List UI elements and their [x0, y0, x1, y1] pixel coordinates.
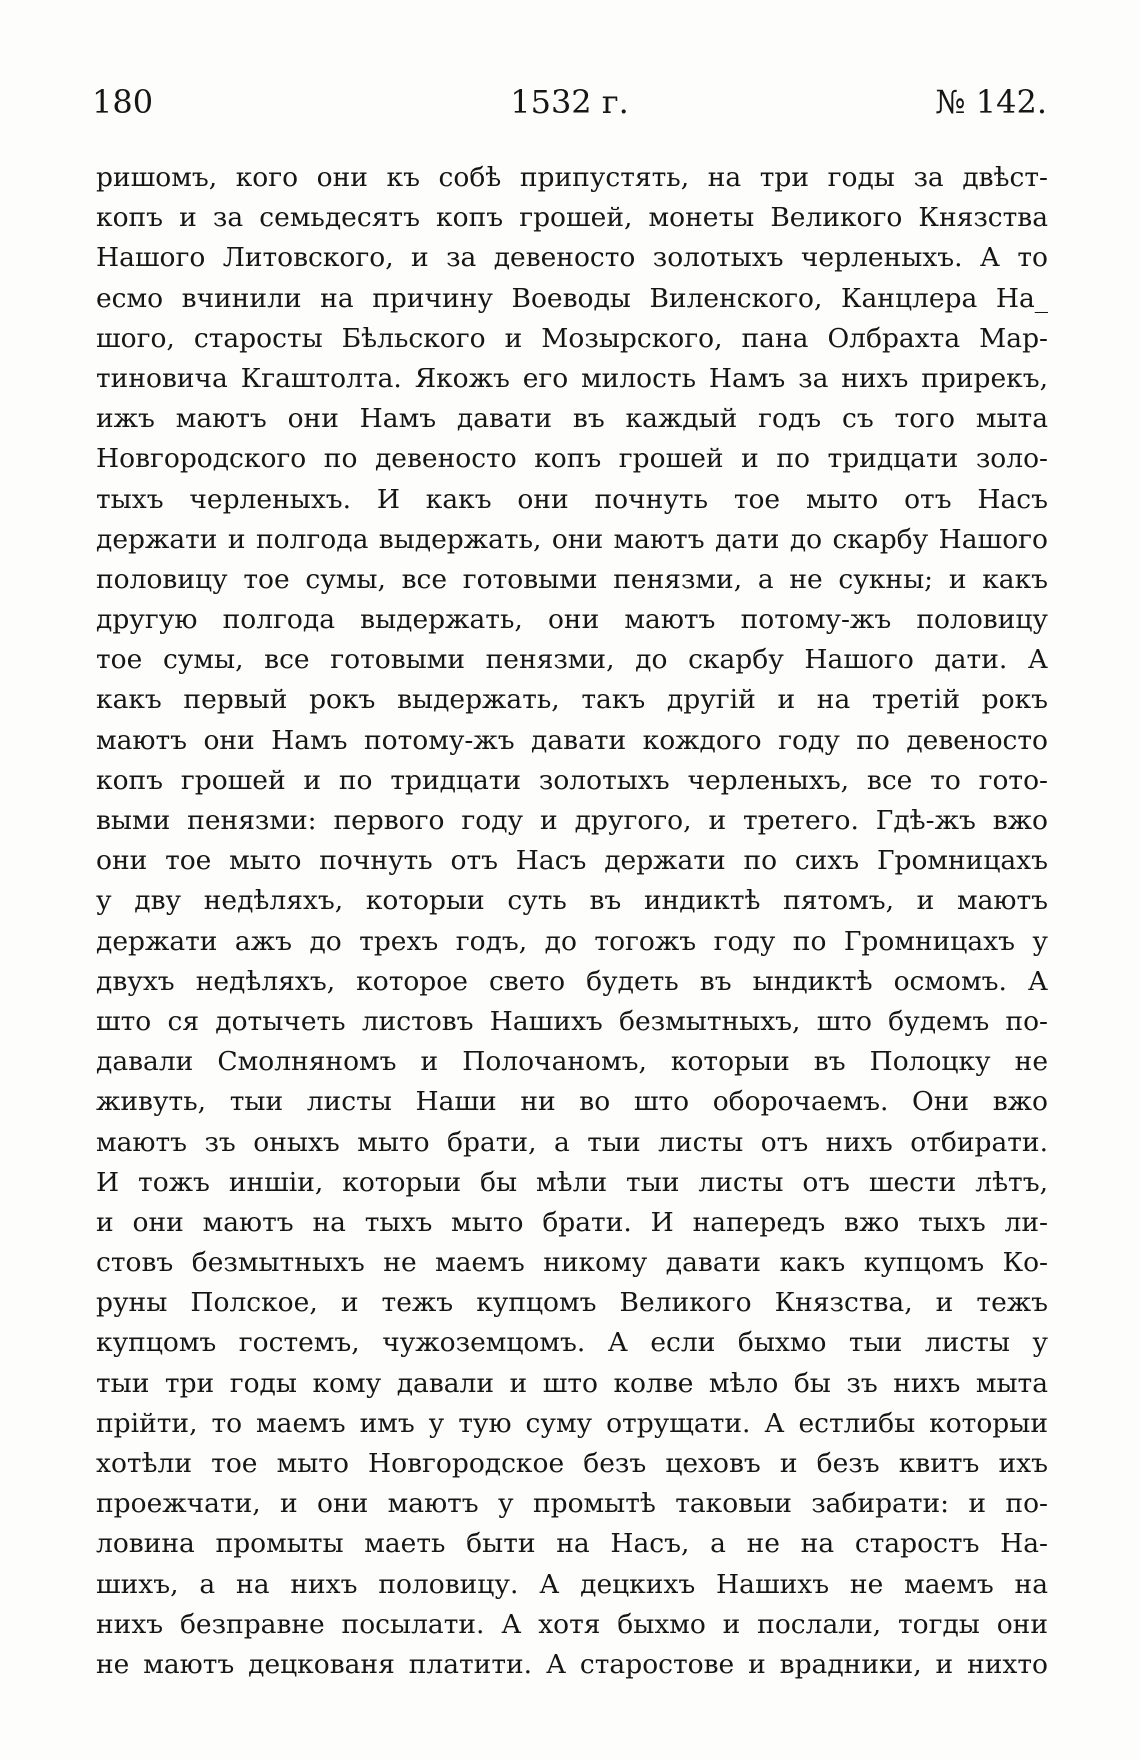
text-line: шого, старосты Бѣльского и Мозырского, пана Олбрахта Мар-: [96, 322, 1048, 354]
text-line: прійти, то маемъ имъ у тую суму отрущати. А естлибы которыи: [96, 1407, 1048, 1439]
text-line: ловина промыты маеть быти на Насъ, а не на старостъ На-: [96, 1528, 1048, 1560]
text-line: маютъ они Намъ потому-жъ давати кождого году по девеносто: [96, 724, 1048, 756]
text-line: и они маютъ на тыхъ мыто брати. И напередъ вжо тыхъ ли-: [96, 1206, 1048, 1238]
text-line: живуть, тыи листы Наши ни во што оборочаемъ. Они вжо: [96, 1086, 1048, 1118]
text-line: держати и полгода выдержать, они маютъ дати до скарбу Нашого: [96, 523, 1048, 555]
text-line: выми пенязми: первого году и другого, и третего. Гдѣ-жъ вжо: [96, 805, 1048, 836]
text-line: стовъ безмытныхъ не маемъ никому давати какъ купцомъ Ко-: [96, 1247, 1048, 1279]
text-line: какъ первый рокъ выдержать, такъ другій и на третій рокъ: [96, 684, 1048, 716]
page-header: [92, 80, 1047, 124]
text-line: половицу тое сумы, все готовыми пенязми, а не сукны; и какъ: [96, 563, 1048, 595]
body-text: [96, 158, 1048, 1685]
text-line: шихъ, а на нихъ половицу. А децкихъ Нашихъ не маемъ на: [96, 1568, 1048, 1600]
text-line: копъ грошей и по тридцати золотыхъ черленыхъ, все то гото-: [96, 764, 1048, 796]
text-line: руны Полское, и тежъ купцомъ Великого Князства, и тежъ: [96, 1287, 1048, 1319]
text-line: не маютъ децкованя платити. А старостове и врадники, и нихто: [96, 1648, 1048, 1680]
page-year: 1532 г.: [510, 83, 629, 121]
text-line: тиновича Кгаштолта. Якожъ его милость Намъ за нихъ прирекъ,: [96, 362, 1048, 394]
text-line: хотѣли тое мыто Новгородское безъ цеховъ и безъ квитъ ихъ: [96, 1448, 1048, 1479]
text-line: ришомъ, кого они къ собѣ припустять, на три годы за двѣст-: [96, 162, 1048, 193]
text-line: ижъ маютъ они Намъ давати въ каждый годъ съ того мыта: [96, 403, 1048, 435]
text-line: нихъ безправне посылати. А хотя быхмо и послали, тогды они: [96, 1608, 1048, 1640]
text-line: Нашого Литовского, и за девеносто золотыхъ черленыхъ. А то: [96, 242, 1048, 274]
text-line: тое сумы, все готовыми пенязми, до скарбу Нашого дати. А: [96, 644, 1048, 676]
text-line: они тое мыто почнуть отъ Насъ держати по сихъ Громницахъ: [96, 845, 1048, 877]
text-line: давали Смолняномъ и Полочаномъ, которыи въ Полоцку не: [96, 1046, 1048, 1078]
text-line: у дву недѣляхъ, которыи суть въ индиктѣ пятомъ, и маютъ: [96, 885, 1048, 917]
text-line: двухъ недѣляхъ, которое свето будеть въ ындиктѣ осмомъ. А: [96, 965, 1048, 997]
text-line: держати ажъ до трехъ годъ, до тогожъ году по Громницахъ у: [96, 925, 1048, 957]
text-line: другую полгода выдержать, они маютъ потому-жъ половицу: [96, 604, 1048, 636]
text-line: купцомъ гостемъ, чужоземцомъ. А если быхмо тыи листы у: [96, 1327, 1048, 1359]
text-line: есмо вчинили на причину Воеводы Виленского, Канцлера На_: [96, 282, 1048, 314]
text-line: маютъ зъ оныхъ мыто брати, а тыи листы отъ нихъ отбирати.: [96, 1126, 1048, 1158]
text-line: Новгородского по девеносто копъ грошей и по тридцати золо-: [96, 443, 1048, 475]
page-number: 180: [92, 83, 154, 121]
text-line: копъ и за семьдесятъ копъ грошей, монеты Великого Князства: [96, 202, 1048, 234]
text-line: проежчати, и они маютъ у промытѣ таковыи забирати: и по-: [96, 1488, 1048, 1520]
text-line: И тожъ иншіи, которыи бы мѣли тыи листы отъ шести лѣтъ,: [96, 1166, 1048, 1198]
text-line: тыи три годы кому давали и што колве мѣло бы зъ нихъ мыта: [96, 1367, 1048, 1399]
document-number: № 142.: [935, 83, 1047, 121]
text-line: што ся дотычеть листовъ Нашихъ безмытныхъ, што будемъ по-: [96, 1005, 1048, 1037]
text-line: тыхъ черленыхъ. И какъ они почнуть тое мыто отъ Насъ: [96, 483, 1048, 515]
